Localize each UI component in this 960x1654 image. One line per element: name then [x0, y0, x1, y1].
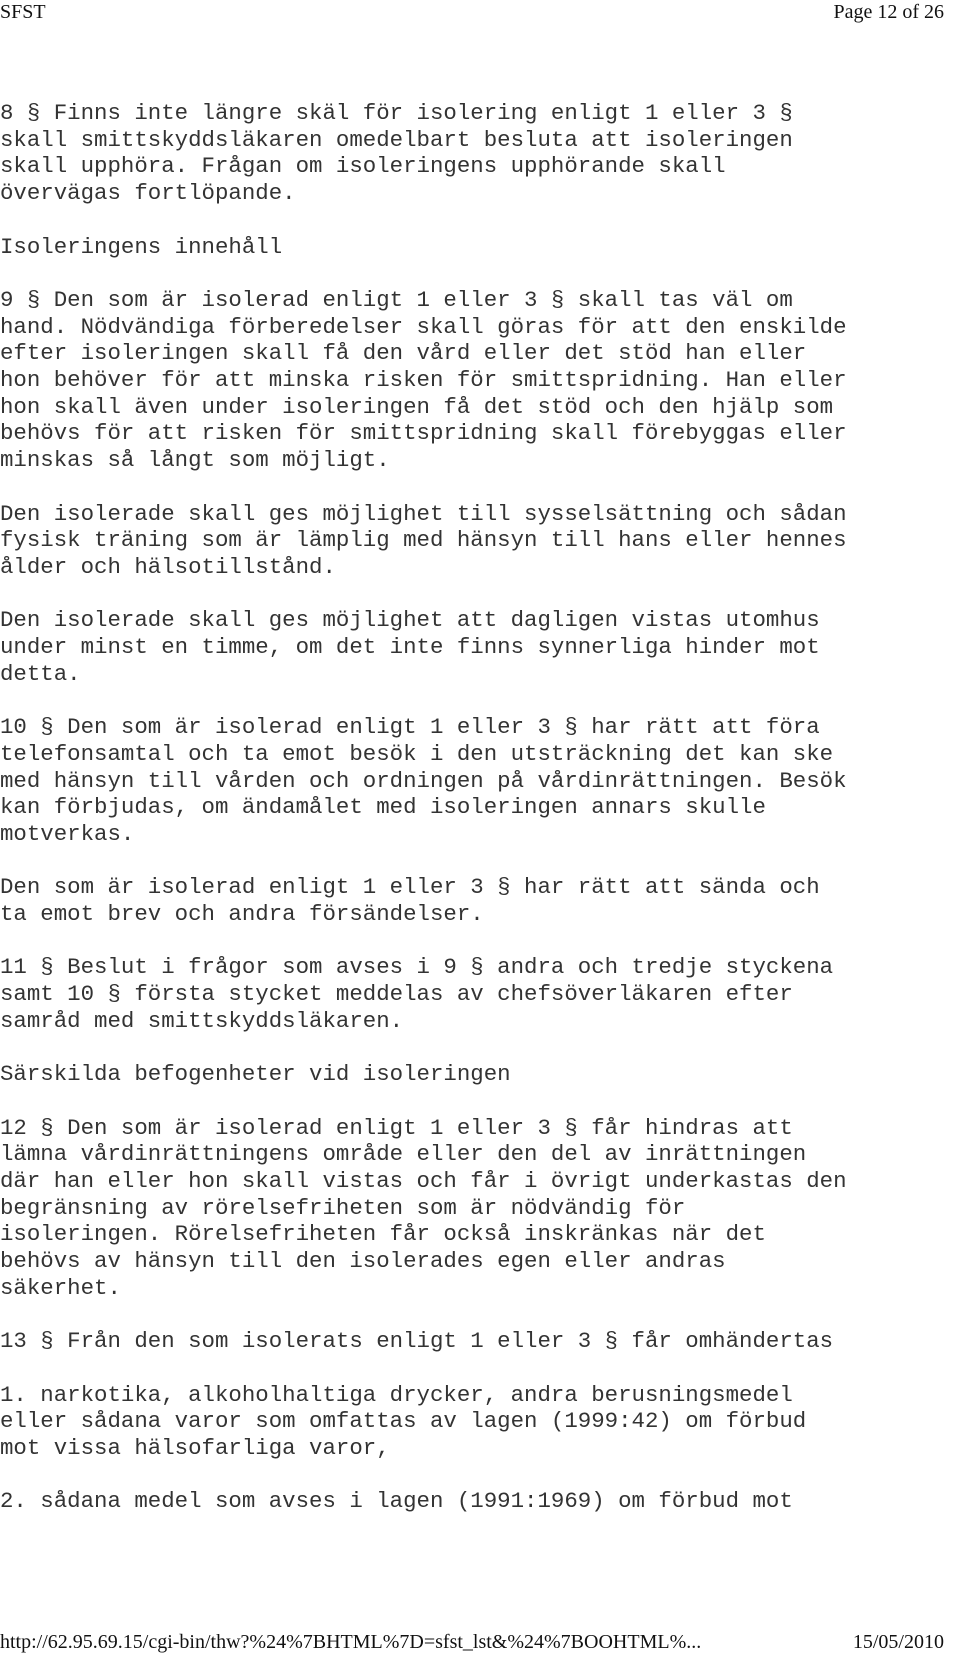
- document-id: SFST: [0, 1, 46, 23]
- list-item-2: 2. sådana medel som avses i lagen (1991:1969) om förbud mot: [0, 1488, 793, 1515]
- paragraph-9-utomhus: Den isolerade skall ges möjlighet att dagligen vistas utomhus under minst en timme, om det inte finns synnerliga hinder mot detta.: [0, 607, 820, 687]
- page-header: [0, 0, 960, 24]
- paragraph-9-sysselsattning: Den isolerade skall ges möjlighet till sysselsättning och sådan fysisk träning som är lämplig med hänsyn till hans eller hennes ålder och hälsotillstånd.: [0, 500, 847, 580]
- paragraph-10: 10 § Den som är isolerad enligt 1 eller 3 § har rätt att föra telefonsamtal och ta emot besök i den utsträckning det kan ske med hänsyn till vården och ordningen på vårdinrättningen. Besök kan förbjudas, om ändamålet med isoleringen annars skulle motverkas.: [0, 714, 847, 847]
- paragraph-13: 13 § Från den som isolerats enligt 1 eller 3 § får omhändertas: [0, 1328, 834, 1355]
- paragraph-10-brev: Den som är isolerad enligt 1 eller 3 § har rätt att sända och ta emot brev och andra försändelser.: [0, 874, 820, 927]
- heading-isoleringens-innehall: Isoleringens innehåll: [0, 233, 283, 260]
- heading-sarskilda-befogenheter: Särskilda befogenheter vid isoleringen: [0, 1061, 511, 1088]
- paragraph-12: 12 § Den som är isolerad enligt 1 eller 3 § får hindras att lämna vårdinrättningens område eller den del av inrättningen där han eller hon skall vistas och får i övrigt underkastas den begränsning av rörelsefriheten som är nödvändig för isoleringen. Rörelsefriheten får också inskränkas när det behövs av hänsyn till den isolerades egen eller andras säkerhet.: [0, 1114, 847, 1301]
- paragraph-11: 11 § Beslut i frågor som avses i 9 § andra och tredje styckena samt 10 § första stycket meddelas av chefsöverläkaren efter samråd med smittskyddsläkaren.: [0, 954, 834, 1034]
- page-number: Page 12 of 26: [833, 1, 944, 23]
- footer-url: http://62.95.69.15/cgi-bin/thw?%24%7BHTML%7D=sfst_lst&%24%7BOOHTML%...: [0, 1631, 702, 1653]
- list-item-1: 1. narkotika, alkoholhaltiga drycker, andra berusningsmedel eller sådana varor som omfattas av lagen (1999:42) om förbud mot vissa hälsofarliga varor,: [0, 1381, 807, 1461]
- page-footer: [0, 1630, 960, 1654]
- footer-date: 15/05/2010: [852, 1631, 944, 1653]
- paragraph-9: 9 § Den som är isolerad enligt 1 eller 3 § skall tas väl om hand. Nödvändiga förberedelser skall göras för att den enskilde efter isoleringen skall få den vård eller det stöd han eller hon behöver för att minska risken för smittspridning. Han eller hon skall även under isoleringen få det stöd och den hjälp som behövs för att risken för smittspridning skall förebyggas eller minskas så långt som möjligt.: [0, 286, 847, 474]
- paragraph-8: 8 § Finns inte längre skäl för isolering enligt 1 eller 3 § skall smittskyddsläkaren omedelbart besluta att isoleringen skall upphöra. Frågan om isoleringens upphörande skall övervägas fortlöpande.: [0, 100, 793, 207]
- document-body: [0, 100, 955, 1542]
